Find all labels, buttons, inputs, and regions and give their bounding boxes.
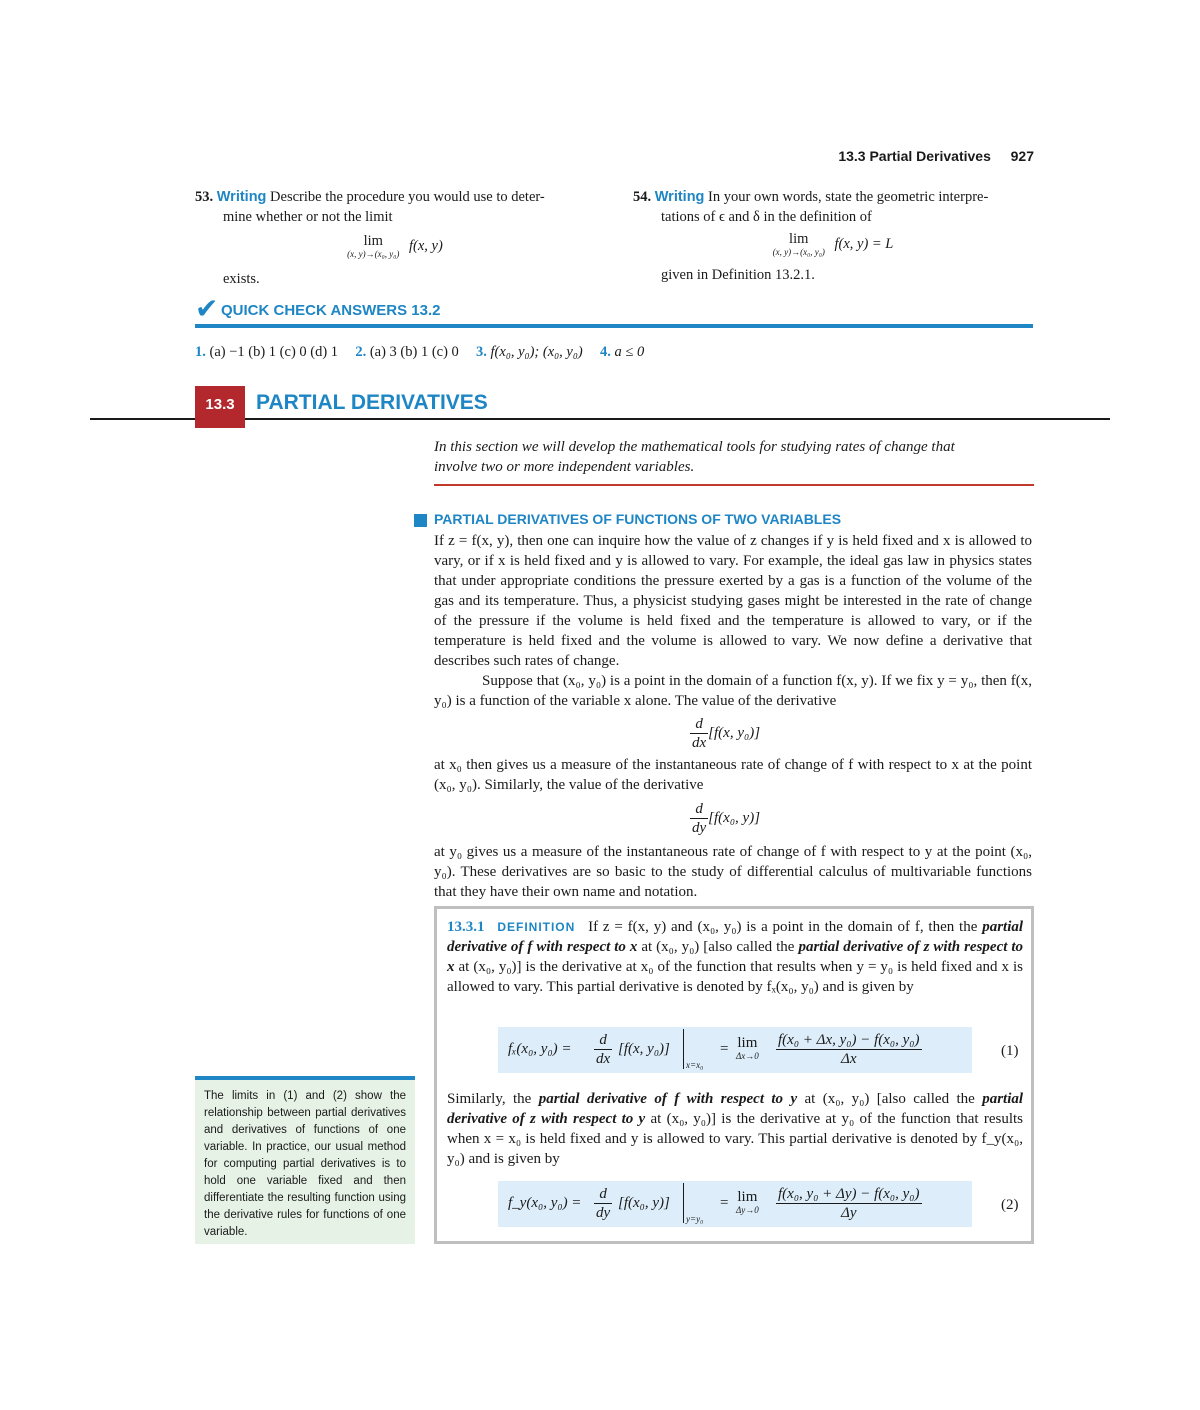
quick-check-answers: 1. (a) −1 (b) 1 (c) 0 (d) 1 2. (a) 3 (b) 1 (c) 0 3. f(x₀, y₀); (x₀, y₀) 4. a ≤ 0: [195, 344, 645, 360]
exercise-text: mine whether or not the limit: [223, 209, 393, 225]
definition-number: 13.3.1: [447, 919, 485, 935]
divider: [195, 324, 1033, 328]
exercise-number: 53.: [195, 189, 214, 205]
exercise-text: exists.: [223, 271, 260, 287]
margin-note: [195, 1076, 415, 1244]
section-intro: In this section we will develop the mathematical tools for studying rates of change that involve two or more independent variables.: [434, 439, 955, 475]
quick-check-title: QUICK CHECK ANSWERS 13.2: [221, 302, 441, 319]
exercise-text: Describe the procedure you would use to deter-: [270, 189, 545, 205]
equation-tag: (1): [1001, 1043, 1019, 1059]
running-header: [820, 148, 1034, 164]
quick-check-heading: [195, 294, 1033, 328]
formula-1: fₓ(x₀, y₀) = $\frac{d}{dx}$ [f(x, y₀)] x=x₀ = lim Δx→0 $\frac{\text{f(x₀ + Δx, y₀) − f(x₀, y₀)}}{\Delta x}$: [498, 1027, 972, 1073]
subsection-title: PARTIAL DERIVATIVES OF FUNCTIONS OF TWO VARIABLES: [434, 511, 842, 527]
exercise-53: [195, 187, 595, 289]
definition-text-y: Similarly, the partial derivative of f with respect to y at (x₀, y₀) [also called the partial derivative of z with respect to y at (x₀, y₀)] is the derivative at y₀ of the function that results when x = x₀ is held fixed and y is allowed to vary. This partial derivative is denoted by f_y(x₀, y₀) and is given by: [447, 1091, 1024, 1167]
body-paragraph-3: at x₀ then gives us a measure of the instantaneous rate of change of f with respect to x at the point (x₀, y₀). Similarly, the value of the derivative: [434, 757, 1032, 793]
body-paragraph-2: Suppose that (x₀, y₀) is a point in the domain of a function f(x, y). If we fix y = y₀, then f(x, y₀) is a function of the variable x alone. The value of the derivative: [434, 673, 1032, 709]
exercise-tag: Writing: [654, 189, 705, 205]
exercise-tag: Writing: [216, 189, 267, 205]
definition-text: 13.3.1 DEFINITION If z = f(x, y) and (x₀, y₀) is a point in the domain of f, then the partial derivative of f with respect to x at (x₀, y₀) [also called the partial derivative of z with respect to x at (x₀, y₀)] is the derivative at x₀ of the function that results when y = y₀ is held fixed and x is allowed to vary. This partial derivative is denoted by fₓ(x₀, y₀) and is given by: [447, 919, 1024, 995]
section-number-badge: 13.3: [195, 386, 245, 428]
body-paragraph-1: If z = f(x, y), then one can inquire how the value of z changes if y is held fixed and x is allowed to vary, or if x is held fixed and y is allowed to vary. For example, the ideal gas law in physics states that under appropriate conditions the pressure exerted by a gas is a function of the volume of the gas and its temperature. Thus, a physicist studying gases might be interested in the rate of change of the pressure if the volume is held fixed and the temperature is allowed to vary, or if the temperature is held fixed and the volume is allowed to vary. We now define a derivative that describes such rates of change.: [434, 533, 1032, 669]
margin-note-rule: [195, 1076, 415, 1080]
header-page-number: 927: [1010, 148, 1034, 164]
header-section: 13.3 Partial Derivatives: [838, 148, 991, 164]
intro-rule: [434, 484, 1034, 486]
equation-tag: (2): [1001, 1197, 1019, 1213]
subsection-square-icon: [414, 514, 427, 527]
exercise-54: [633, 187, 1033, 285]
exercise-text: tations of ϵ and δ in the definition of: [661, 209, 872, 225]
definition-box: [434, 906, 1034, 1244]
section-title: PARTIAL DERIVATIVES: [256, 391, 488, 414]
limit-expression: lim (x, y)→(x₀, y₀) f(x, y): [347, 233, 443, 259]
margin-note-text: The limits in (1) and (2) show the relationship between partial derivatives and derivatives of functions of one variable. In practice, our usual method for computing partial derivatives is to hold one variable fixed and then differentiate the resulting function using the derivative rules for functions of one variable.: [204, 1090, 406, 1238]
formula-2: f_y(x₀, y₀) = $\frac{d}{dy}$ [f(x₀, y)] y=y₀ = lim Δy→0 $\frac{\text{f(x₀, y₀ + Δy) − f(x₀, y₀)}}{\Delta y}$: [498, 1181, 972, 1227]
exercise-text: given in Definition 13.2.1.: [661, 267, 815, 283]
limit-expression: lim (x, y)→(x₀, y₀) f(x, y) = L: [772, 231, 894, 257]
checkmark-icon: ✔: [195, 293, 219, 324]
exercise-number: 54.: [633, 189, 652, 205]
equation-d-dy: $\frac{d}{dy}$ [f(x₀, y)]: [692, 801, 761, 836]
body-paragraph-4: at y₀ gives us a measure of the instantaneous rate of change of f with respect to y at the point (x₀, y₀). These derivatives are so basic to the study of differential calculus of multivariable functions that they have their own name and notation.: [434, 844, 1032, 900]
equation-d-dx: $\frac{d}{dx}$ [f(x, y₀)]: [692, 716, 761, 751]
definition-label: DEFINITION: [497, 920, 576, 934]
exercise-text: In your own words, state the geometric interpre-: [708, 189, 989, 205]
